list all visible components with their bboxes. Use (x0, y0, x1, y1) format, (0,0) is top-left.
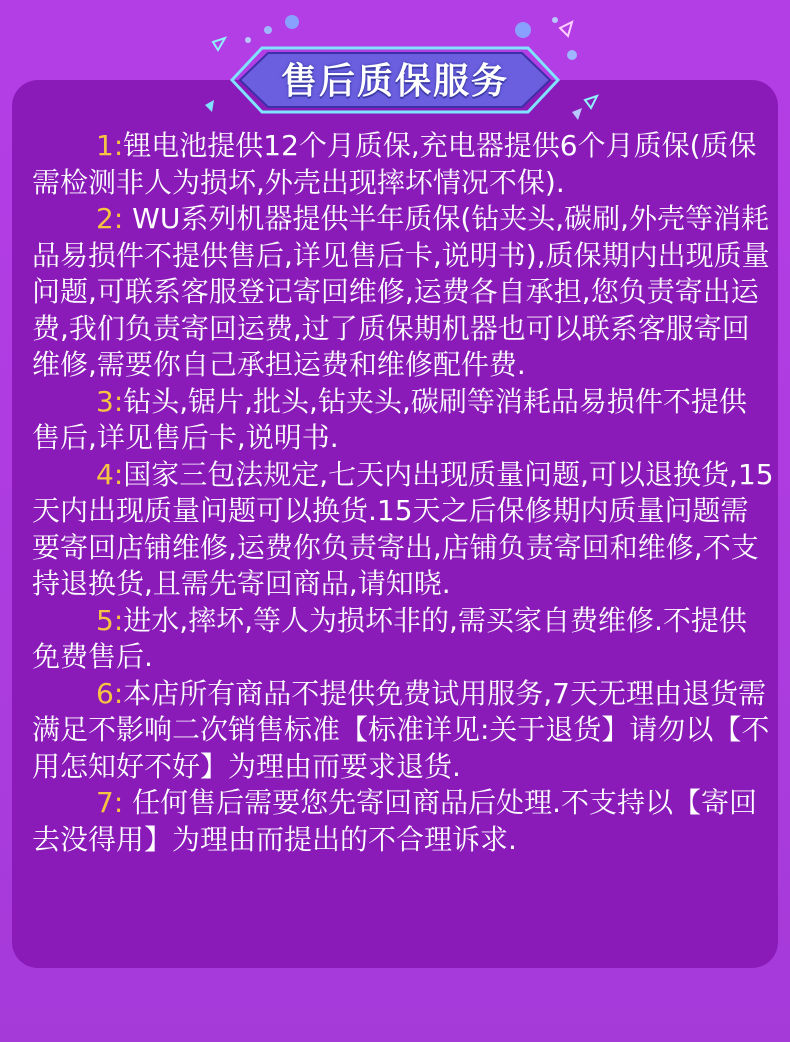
list-item (32, 128, 774, 201)
item-number: 5: (96, 603, 124, 637)
item-number: 2: (96, 202, 124, 235)
item-text: 钻头,锯片,批头,钻夹头,碳刷等消耗品易损件不提供售后,详见售后卡,说明书. (32, 384, 747, 454)
item-number: 1: (96, 129, 124, 162)
banner-title: 售后质保服务 (280, 60, 509, 102)
list-item (32, 457, 774, 603)
warranty-list (32, 128, 774, 858)
item-text: WU系列机器提供半年质保(钻夹头,碳刷,外壳等消耗品易损件不提供售后,详见售后卡,说明书),质保期内出现质量问题,可联系客服登记寄回维修,运费各自承担,您负责寄出运费,我们负责寄回运费,过了质保期机器也可以联系客服寄回维修,需要你自己承担运费和维修配件费. (32, 202, 770, 381)
item-text: 国家三包法规定,七天内出现质量问题,可以退换货,15天内出现质量问题可以换货.15天之后保修期内质量问题需要寄回店铺维修,运费你负责寄出,店铺负责寄回和维修,不支持退换货,且需先寄回商品,请知晓. (32, 457, 774, 600)
item-number: 6: (96, 676, 124, 710)
list-item (32, 785, 774, 858)
item-text: 进水,摔坏,等人为损坏非的,需买家自费维修.不提供免费售后. (32, 603, 747, 673)
item-number: 7: (96, 786, 124, 819)
list-item (32, 384, 774, 457)
list-item (32, 201, 774, 384)
item-number: 4: (96, 457, 124, 491)
item-number: 3: (96, 384, 124, 418)
list-item (32, 603, 774, 676)
item-text: 锂电池提供12个月质保,充电器提供6个月质保(质保需检测非人为损坏,外壳出现摔坏情况不保). (32, 129, 757, 199)
list-item (32, 676, 774, 786)
title-banner (0, 0, 790, 140)
item-text: 任何售后需要您先寄回商品后处理.不支持以【寄回去没得用】为理由而提出的不合理诉求. (32, 786, 758, 856)
item-text: 本店所有商品不提供免费试用服务,7天无理由退货需满足不影响二次销售标准【标准详见:关于退货】请勿以【不用怎知好不好】为理由而要求退货. (32, 676, 770, 783)
